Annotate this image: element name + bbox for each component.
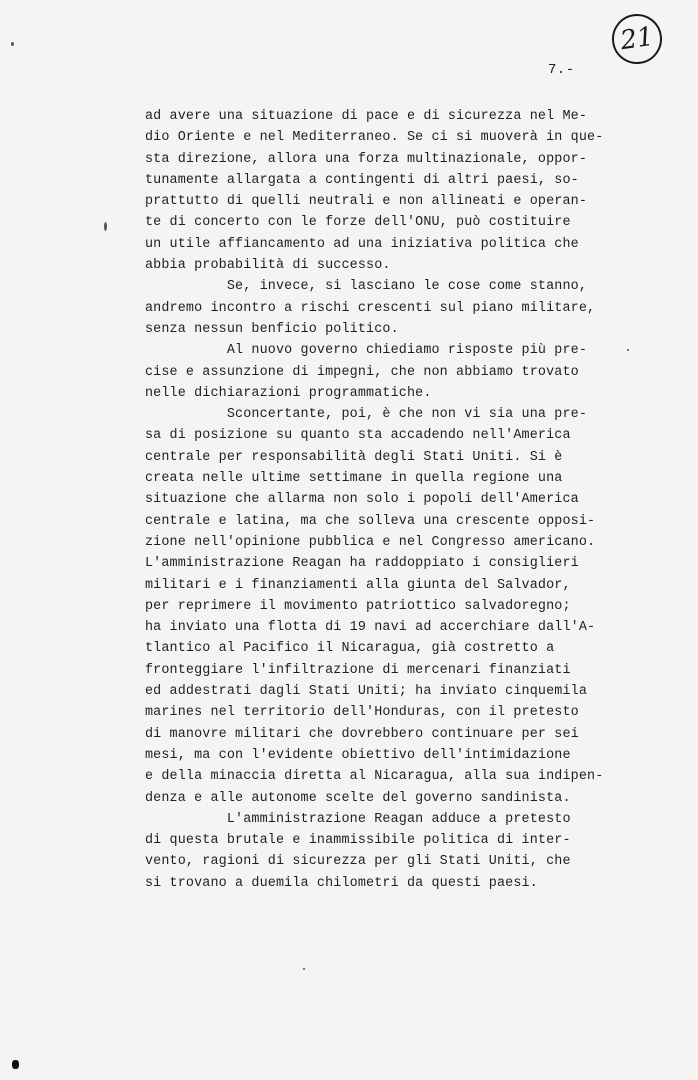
scan-speck <box>11 42 14 46</box>
scan-speck <box>12 1060 19 1069</box>
text-line: marines nel territorio dell'Honduras, con il pretesto <box>145 705 579 721</box>
text-line: per reprimere il movimento patriottico salvadoregno; <box>145 598 571 614</box>
scan-speck <box>303 968 305 970</box>
text-line: situazione che allarma non solo i popoli dell'America <box>145 492 579 508</box>
text-line: sta direzione, allora una forza multinazionale, oppor- <box>145 151 588 167</box>
text-line: sa di posizione su quanto sta accadendo nell'America <box>145 428 571 444</box>
scan-speck <box>627 349 629 351</box>
text-line: Sconcertante, poi, è che non vi sia una pre- <box>145 407 588 423</box>
text-line: mesi, ma con l'evidente obiettivo dell'intimidazione <box>145 747 571 763</box>
text-line: denza e alle autonome scelte del governo sandinista. <box>145 790 571 806</box>
text-line: andremo incontro a rischi crescenti sul piano militare, <box>145 300 596 316</box>
text-line: ha inviato una flotta di 19 navi ad accerchiare dall'A- <box>145 620 596 636</box>
text-line: tunamente allargata a contingenti di altri paesi, so- <box>145 172 579 188</box>
text-line: te di concerto con le forze dell'ONU, può costituire <box>145 215 571 231</box>
stamp-number: 21 <box>618 21 656 57</box>
text-line: Se, invece, si lasciano le cose come stanno, <box>145 279 588 295</box>
text-line: L'amministrazione Reagan ha raddoppiato i consiglieri <box>145 556 579 572</box>
text-line: ed addestrati dagli Stati Uniti; ha inviato cinquemila <box>145 684 588 700</box>
text-line: tlantico al Pacifico il Nicaragua, già costretto a <box>145 641 555 657</box>
text-line: un utile affiancamento ad una iniziativa politica che <box>145 236 579 252</box>
text-line: centrale e latina, ma che solleva una crescente opposi- <box>145 513 596 529</box>
scan-speck <box>104 222 107 231</box>
text-line: prattutto di quelli neutrali e non allineati e operan- <box>145 194 588 210</box>
text-line: e della minaccia diretta al Nicaragua, alla sua indipen- <box>145 769 604 785</box>
text-line: di questa brutale e inammissibile politica di inter- <box>145 833 571 849</box>
text-line: ad avere una situazione di pace e di sicurezza nel Me- <box>145 109 588 124</box>
text-line: cise e assunzione di impegni, che non abbiamo trovato <box>145 364 579 380</box>
text-line: Al nuovo governo chiediamo risposte più pre- <box>145 343 588 359</box>
text-line: centrale per responsabilità degli Stati Uniti. Si è <box>145 449 563 465</box>
text-line: vento, ragioni di sicurezza per gli Stati Uniti, che <box>145 854 571 870</box>
text-line: creata nelle ultime settimane in quella regione una <box>145 471 563 487</box>
page-stamp <box>609 11 665 67</box>
text-line: L'amministrazione Reagan adduce a pretesto <box>145 811 571 827</box>
text-line: dio Oriente e nel Mediterraneo. Se ci si muoverà in que- <box>145 130 604 146</box>
text-line: nelle dichiarazioni programmatiche. <box>145 385 432 401</box>
text-line: fronteggiare l'infiltrazione di mercenari finanziati <box>145 662 571 678</box>
body-text <box>145 106 615 894</box>
text-line: abbia probabilità di successo. <box>145 258 391 274</box>
text-line: militari e i finanziamenti alla giunta del Salvador, <box>145 577 571 593</box>
page-number: 7.- <box>548 62 575 78</box>
text-line: di manovre militari che dovrebbero continuare per sei <box>145 726 579 742</box>
text-line: si trovano a duemila chilometri da questi paesi. <box>145 875 538 891</box>
text-line: zione nell'opinione pubblica e nel Congresso americano. <box>145 534 596 550</box>
text-line: senza nessun benficio politico. <box>145 321 399 337</box>
